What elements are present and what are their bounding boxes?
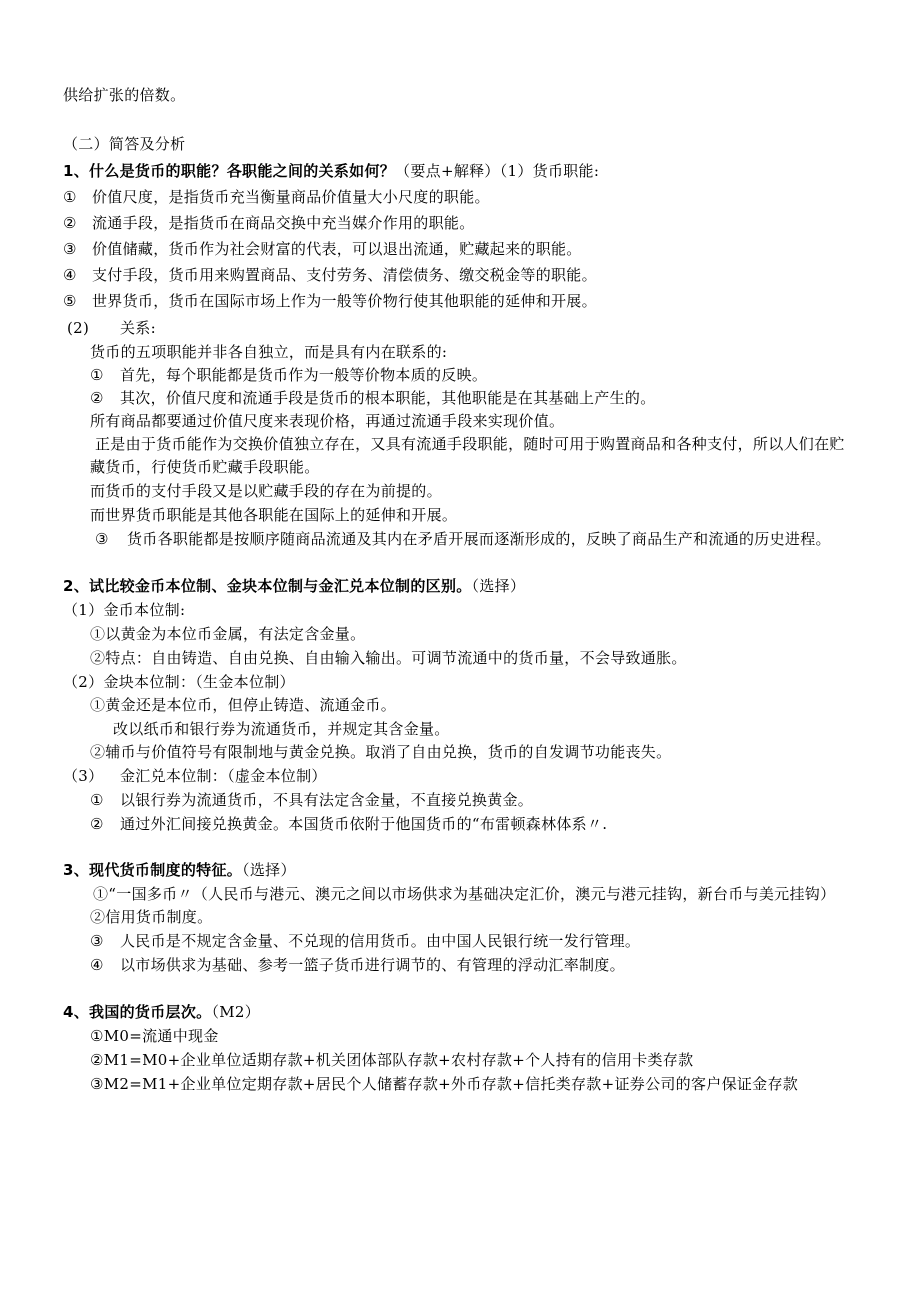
gold-exchange-heading [63, 766, 327, 786]
function-item [63, 291, 597, 311]
list-marker: ③ [63, 240, 77, 258]
function-item [63, 213, 475, 233]
explanation-line: 正是由于货币能作为交换价值独立存在，又具有流通手段职能，随时可用于购置商品和各种支付，所以人们在贮 [95, 435, 845, 453]
relation-point [90, 365, 487, 385]
relation-intro: 货币的五项职能并非各自独立，而是具有内在联系的: [90, 343, 448, 361]
explanation-line: 所有商品都要通过价值尺度来表现价格，再通过流通手段来实现价值。 [90, 412, 565, 430]
list-item: ①“一国多币〃（人民币与港元、澳元之间以市场供求为基础决定汇价，澳元与港元挂钩，新台币与美元挂钩） [93, 885, 836, 903]
function-text: 流通手段，是指货币在商品交换中充当媒介作用的职能。 [92, 214, 475, 232]
question-4-note: （M2） [211, 1003, 261, 1021]
list-item: ②信用货币制度。 [90, 908, 213, 926]
relation-label: 关系: [120, 319, 156, 337]
question-3-heading [63, 860, 296, 880]
gold-coin-heading: （1）金币本位制: [63, 601, 186, 619]
explanation-line: 而世界货币职能是其他各职能在国际上的延伸和开展。 [90, 506, 458, 524]
relation-heading [67, 318, 156, 338]
list-item-text: 通过外汇间接兑换黄金。本国货币依附于他国货币的“布雷顿森林体系〃. [120, 815, 608, 833]
list-item: ①以黄金为本位币金属，有法定含金量。 [90, 625, 366, 643]
function-text: 价值尺度，是指货币充当衡量商品价值量大小尺度的职能。 [92, 188, 490, 206]
list-marker: ③ [95, 530, 109, 548]
list-item: ②特点：自由铸造、自由兑换、自由输入输出。可调节流通中的货币量，不会导致通胀。 [90, 649, 687, 667]
explanation-line: 藏货币，行使货币贮藏手段职能。 [90, 458, 320, 476]
list-item-continuation: 改以纸币和银行券为流通货币，并规定其含金量。 [113, 720, 450, 738]
gold-exchange-number: （3） [63, 767, 104, 785]
list-marker: ① [63, 188, 77, 206]
list-marker: ① [90, 366, 104, 384]
question-2-title: 2、试比较金币本位制、金块本位制与金汇兑本位制的区别。 [63, 577, 472, 595]
gold-bullion-heading: （2）金块本位制：（生金本位制） [63, 673, 295, 691]
question-1-note: （要点+解释）（1）货币职能: [395, 162, 600, 180]
list-marker: ① [90, 791, 104, 809]
relation-point-text: 其次，价值尺度和流通手段是货币的根本职能，其他职能是在其基础上产生的。 [120, 389, 656, 407]
list-item-text: 以银行券为流通货币，不具有法定含金量，不直接兑换黄金。 [120, 791, 534, 809]
question-1-heading [63, 161, 599, 181]
relation-number: (2) [67, 319, 90, 337]
list-marker: ④ [63, 266, 77, 284]
function-item [63, 239, 582, 259]
list-marker: ② [63, 214, 77, 232]
list-item: ②辅币与价值符号有限制地与黄金兑换。取消了自由兑换，货币的自发调节功能丧失。 [90, 743, 672, 761]
list-marker: ② [90, 815, 104, 833]
question-1-title: 1、什么是货币的职能？各职能之间的关系如何？ [63, 162, 396, 180]
function-item [63, 265, 597, 285]
question-2-note: （选择） [471, 577, 526, 595]
list-item-text: 人民币是不规定含金量、不兑现的信用货币。由中国人民银行统一发行管理。 [120, 932, 641, 950]
function-item [63, 187, 490, 207]
function-text: 支付手段，货币用来购置商品、支付劳务、清偿债务、缴交税金等的职能。 [92, 266, 597, 284]
question-3-title: 3、现代货币制度的特征。 [63, 861, 243, 879]
relation-point [95, 529, 831, 549]
section-title: （二）简答及分析 [63, 135, 186, 153]
list-item [90, 931, 640, 951]
relation-point-text: 货币各职能都是按顺序随商品流通及其内在矛盾开展而逐渐形成的，反映了商品生产和流通的历史进程。 [127, 530, 831, 548]
list-item-text: 以市场供求为基础、参考一篮子货币进行调节的、有管理的浮动汇率制度。 [120, 956, 625, 974]
function-text: 价值储藏，货币作为社会财富的代表，可以退出流通，贮藏起来的职能。 [92, 240, 582, 258]
explanation-line: 而货币的支付手段又是以贮藏手段的存在为前提的。 [90, 482, 442, 500]
list-item [90, 955, 625, 975]
function-text: 世界货币，货币在国际市场上作为一般等价物行使其他职能的延伸和开展。 [92, 292, 597, 310]
question-4-title: 4、我国的货币层次。 [63, 1003, 212, 1021]
question-3-note: （选择） [242, 861, 296, 879]
relation-point [90, 388, 656, 408]
relation-point-text: 首先，每个职能都是货币作为一般等价物本质的反映。 [120, 366, 488, 384]
question-2-heading [63, 576, 525, 596]
list-item [90, 790, 533, 810]
list-marker: ⑤ [63, 292, 77, 310]
list-item: ②M1=M0+企业单位适期存款+机关团体部队存款+农村存款+个人持有的信用卡类存款 [90, 1051, 694, 1069]
list-item: ③M2=M1+企业单位定期存款+居民个人储蓄存款+外币存款+信托类存款+证券公司的客户保证金存款 [90, 1075, 799, 1093]
list-item: ①M0=流通中现金 [90, 1027, 219, 1045]
list-item: ①黄金还是本位币，但停止铸造、流通金币。 [90, 696, 397, 714]
list-marker: ② [90, 389, 104, 407]
gold-exchange-title: 金汇兑本位制：（虚金本位制） [120, 767, 327, 785]
list-marker: ④ [90, 956, 104, 974]
list-item [90, 814, 607, 834]
continued-paragraph-tail: 供给扩张的倍数。 [63, 86, 186, 104]
list-marker: ③ [90, 932, 104, 950]
question-4-heading [63, 1002, 260, 1022]
